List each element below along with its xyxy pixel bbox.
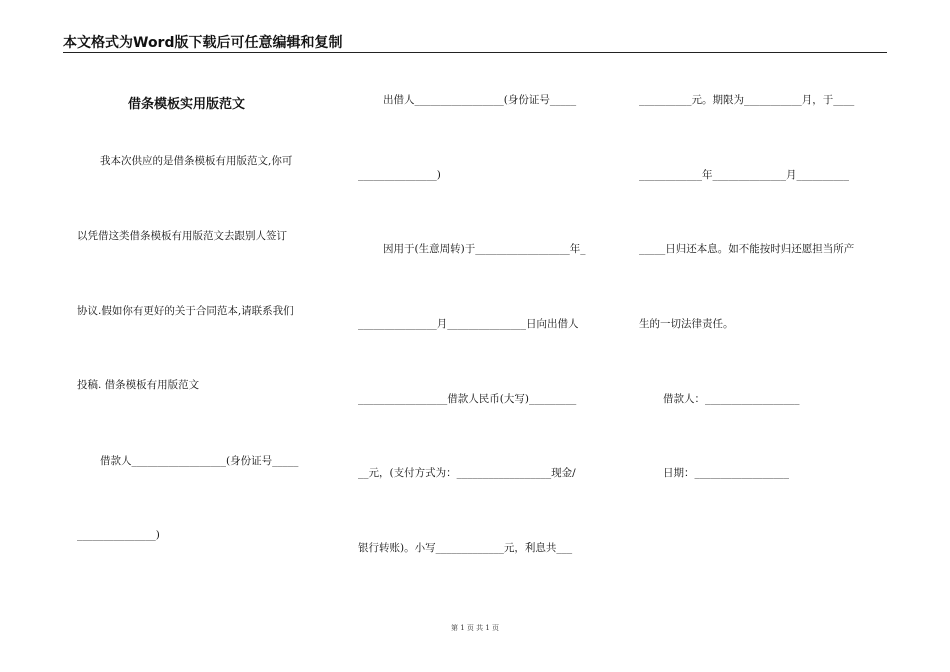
document-title: 借条模板实用版范文: [128, 97, 246, 112]
col2-line-1: 出借人_________________(身份证号_____: [383, 94, 577, 106]
col2-line-3: 因用于(生意周转)于__________________年_: [383, 243, 586, 255]
col1-line-5: 借款人__________________(身份证号_____: [100, 455, 299, 467]
col1-line-6: _______________): [77, 529, 160, 541]
col3-date: 日期：__________________: [663, 467, 789, 479]
col2-line-4: _______________月_______________日向出借人: [358, 318, 579, 330]
col1-line-2: 以凭借这类借条模板有用版范文去跟别人签订: [77, 230, 287, 242]
col3-line-4: 生的一切法律责任。: [639, 318, 734, 330]
col1-line-4: 投稿. 借条模板有用版范文: [77, 379, 200, 391]
col3-borrower-signature: 借款人：__________________: [663, 393, 800, 405]
header-divider: [63, 52, 887, 53]
col3-line-2: ____________年______________月__________: [639, 169, 849, 181]
col2-line-5: _________________借款人民币(大写)_________: [358, 393, 577, 405]
col3-line-3: _____日归还本息。如不能按时归还愿担当所产: [639, 243, 855, 255]
col2-line-7: 银行转账)。小写_____________元，利息共___: [358, 542, 573, 554]
col3-line-1: __________元。期限为___________月，于____: [639, 94, 855, 106]
col1-line-3: 协议.假如你有更好的关于合同范本,请联系我们: [77, 305, 294, 317]
col2-line-6: __元，(支付方式为：__________________现金/: [358, 467, 576, 479]
document-header: 本文格式为Word版下载后可任意编辑和复制: [63, 35, 343, 51]
col1-line-1: 我本次供应的是借条模板有用版范文,你可: [100, 155, 293, 167]
page-footer: 第 1 页 共 1 页: [450, 624, 500, 632]
col2-line-2: _______________): [358, 169, 441, 181]
